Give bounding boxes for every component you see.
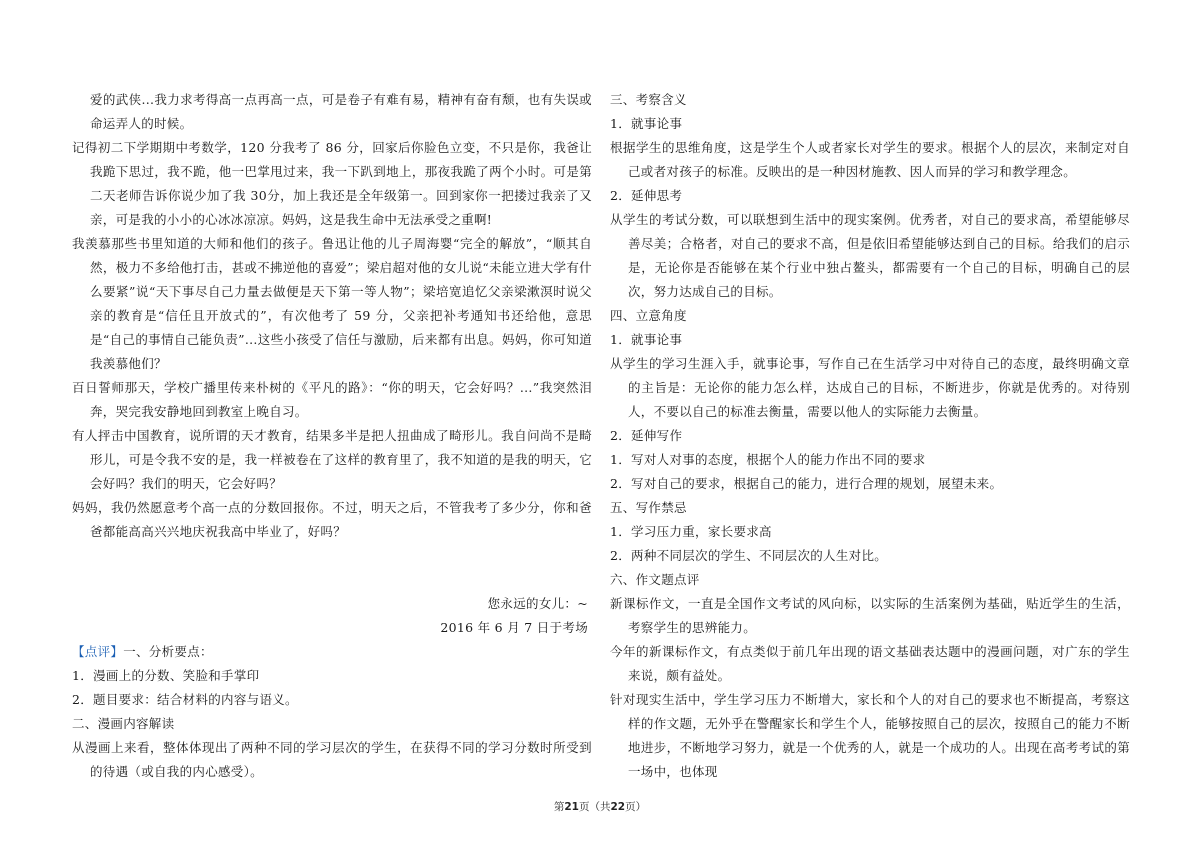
section-heading-3: 三、考察含义: [610, 92, 687, 107]
paragraph-pledge-day: 百日誓师那天，学校广播里传来朴树的《平凡的路》：“你的明天，它会好吗？...”我突然泪奔，哭完我安静地回到教室上晚自习。: [72, 380, 592, 419]
subheading-extended-writing: 2．延伸写作: [610, 428, 683, 443]
section-heading-4: 四、立意角度: [610, 308, 687, 323]
page-footer: [0, 799, 1200, 814]
section-heading-5: 五、写作禁忌: [610, 500, 687, 515]
paragraph-this-year: 今年的新课标作文，有点类似于前几年出现的语文基础表达题中的漫画问题，对广东的学生来说，颇有益处。: [610, 644, 1130, 683]
paragraph-extended-thinking: 从学生的考试分数，可以联想到生活中的现实案例。优秀者，对自己的要求高，希望能够尽善尽美；合格者，对自己的要求不高，但是依旧希望能够达到自己的目标。给我们的启示是，无论你是否能够在某个行业中独占鳌头，都需要有一个自己的目标，明确自己的层次，努力达成自己的目标。: [610, 212, 1130, 299]
writing-item-1: 1．写对人对事的态度，根据个人的能力作出不同的要求: [610, 452, 926, 467]
subheading-extended: 2．延伸思考: [610, 188, 683, 203]
taboo-item-2: 2．两种不同层次的学生、不同层次的人生对比。: [610, 548, 888, 563]
paragraph-education-critique: 有人抨击中国教育，说所谓的天才教育，结果多半是把人扭曲成了畸形儿。我自问尚不是畸形儿，可是令我不安的是，我一样被卷在了这样的教育里了，我不知道的是我的明天，它会好吗？我们的明天，它会好吗？: [72, 428, 592, 491]
signature-date: 2016 年 6 月 7 日于考场: [440, 620, 588, 635]
paragraph-masters-children: 我羡慕那些书里知道的大师和他们的孩子。鲁迅让他的儿子周海婴“完全的解放”，“顺其自然，极力不多给他打击，甚或不拂逆他的喜爱”；梁启超对他的女儿说“未能立进大学有什么要紧”说“天下事尽自己力量去做便是天下第一等人物”；梁培宽追忆父亲梁漱溟时说父亲的教育是“信任且开放式的”，有次他考了 59 分，父亲把补考通知书还给他，意思是“自己的事情自己能负责”...这些小孩受了信任与激励，后来都有出息。妈妈，你可知道我羡慕他们？: [72, 236, 592, 371]
paragraph-math-exam: 记得初二下学期期中考数学，120 分我考了 86 分，回家后你脸色立变，不只是你，我爸让我跪下思过，我不跪，他一巴掌甩过来，我一下趴到地上，那夜我跪了两个小时。可是第二天老师告诉你说少加了我 30分，加上我还是全年级第一。回到家你一把搂过我亲了又亲，可是我的小小的心冰冰凉凉。妈妈，这是我生命中无法承受之重啊!: [72, 140, 592, 227]
writing-item-2: 2．写对自己的要求，根据自己的能力，进行合理的规划，展望未来。: [610, 476, 1003, 491]
footer-total-pages: 22: [610, 801, 626, 813]
comment-label: 【点评】: [72, 644, 124, 659]
subheading-literal: 1．就事论事: [610, 116, 683, 131]
footer-suffix: 页）: [625, 801, 647, 813]
taboo-item-1: 1．学习压力重，家长要求高: [610, 524, 772, 539]
comment-heading-line: [72, 640, 592, 664]
signature-name: 您永远的女儿：~: [487, 596, 588, 611]
spacer: [72, 544, 592, 592]
right-column: [610, 88, 1130, 784]
section-heading-2: 二、漫画内容解读: [72, 716, 175, 731]
comment-heading: 一、分析要点：: [123, 644, 213, 659]
paragraph-theme-angle: 从学生的学习生涯入手，就事论事，写作自己在生活学习中对待自己的态度，最终明确文章的主旨是：无论你的能力怎么样，达成自己的目标，不断进步，你就是优秀的。对待别人，不要以自己的标准去衡量，需要以他人的实际能力去衡量。: [610, 356, 1130, 419]
analysis-item-2: 2．题目要求：结合材料的内容与语义。: [72, 692, 298, 707]
left-column: [72, 88, 592, 784]
analysis-item-1: 1．漫画上的分数、笑脸和手掌印: [72, 668, 260, 683]
footer-middle: 页（共: [579, 801, 611, 813]
footer-prefix: 第: [553, 801, 565, 813]
paragraph-new-curriculum: 新课标作文，一直是全国作文考试的风向标，以实际的生活案例为基础，贴近学生的生活，考察学生的思辨能力。: [610, 596, 1130, 635]
paragraph-closing-wish: 妈妈，我仍然愿意考个高一点的分数回报你。不过，明天之后，不管我考了多少分，你和爸爸都能高高兴兴地庆祝我高中毕业了，好吗？: [72, 500, 592, 539]
paragraph-reality: 针对现实生活中，学生学习压力不断增大，家长和个人的对自己的要求也不断提高，考察这样的作文题，无外乎在警醒家长和学生个人，能够按照自己的层次，按照自己的能力不断地进步，不断地学习努力，就是一个优秀的人，就是一个成功的人。出现在高考考试的第一场中，也体现: [610, 692, 1130, 779]
section-heading-6: 六、作文题点评: [610, 572, 700, 587]
paragraph-continuation: 爱的武侠...我力求考得高一点再高一点，可是卷子有难有易，精神有奋有颓，也有失误或命运弄人的时候。: [90, 92, 592, 131]
paragraph-cartoon-reading: 从漫画上来看，整体体现出了两种不同的学习层次的学生，在获得不同的学习分数时所受到的待遇（或自我的内心感受）。: [72, 740, 592, 779]
subheading-literal-2: 1．就事论事: [610, 332, 683, 347]
paragraph-literal-meaning: 根据学生的思维角度，这是学生个人或者家长对学生的要求。根据个人的层次，来制定对自己或者对孩子的标准。反映出的是一种因材施教、因人而异的学习和教学理念。: [610, 140, 1130, 179]
footer-page-number: 21: [564, 801, 579, 813]
